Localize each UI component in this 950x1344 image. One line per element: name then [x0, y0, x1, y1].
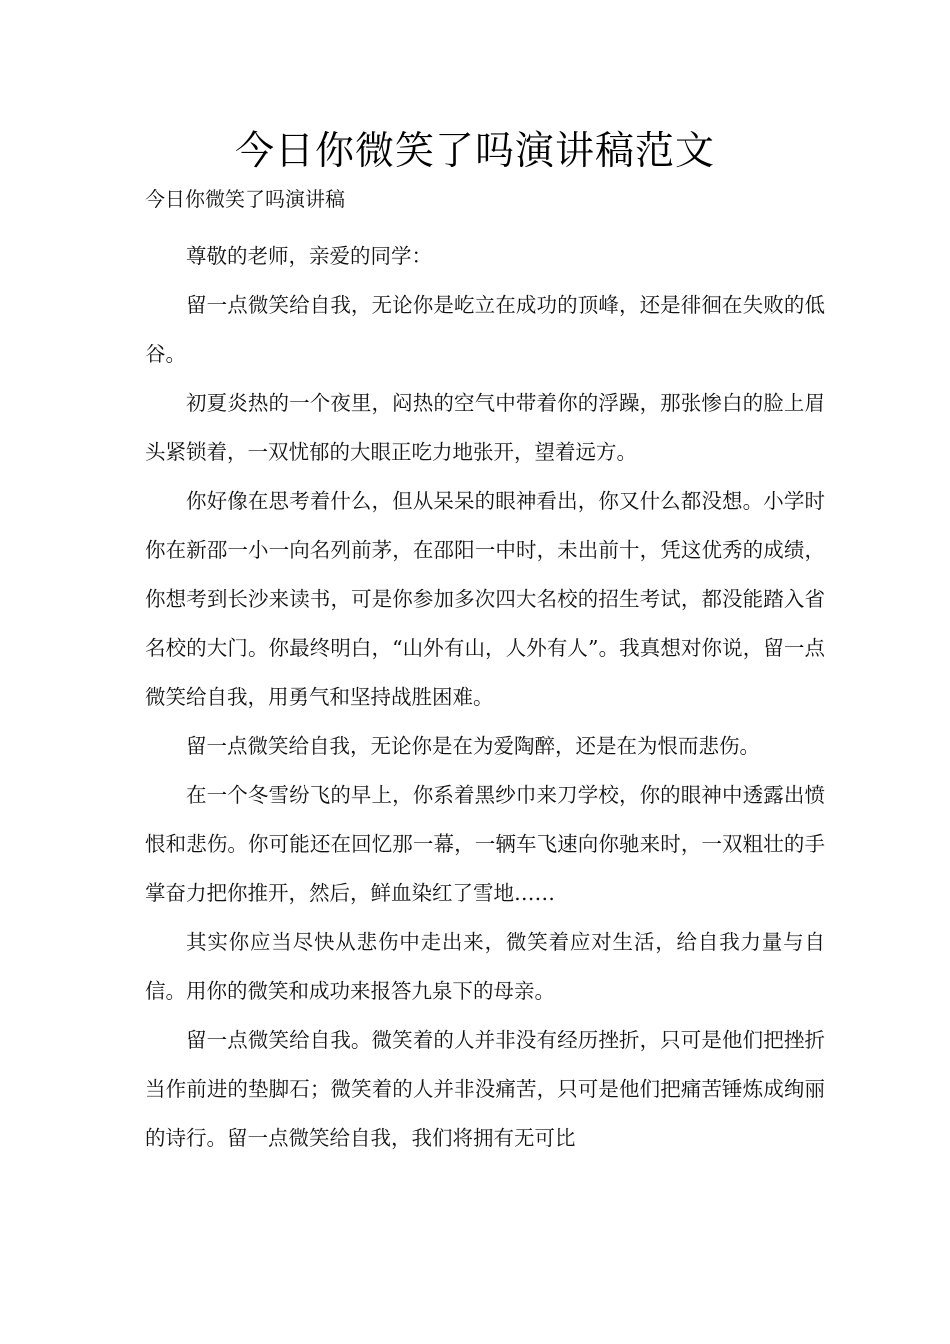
body-paragraph: 初夏炎热的一个夜里，闷热的空气中带着你的浮躁，那张惨白的脸上眉头紧锁着，一双忧郁的大眼正吃力地张开，望着远方。 [145, 391, 825, 464]
salutation-paragraph: 尊敬的老师，亲爱的同学： [186, 244, 432, 268]
body-paragraph: 在一个冬雪纷飞的早上，你系着黑纱巾来刀学校，你的眼神中透露出愤恨和悲伤。你可能还在回忆那一幕，一辆车飞速向你驰来时，一双粗壮的手掌奋力把你推开，然后，鲜血染红了雪地…… [145, 783, 825, 905]
body-paragraph: 留一点微笑给自我，无论你是屹立在成功的顶峰，还是徘徊在失败的低谷。 [145, 293, 825, 366]
body-paragraph: 留一点微笑给自我。微笑着的人并非没有经历挫折，只可是他们把挫折当作前进的垫脚石；微笑着的人并非没痛苦，只可是他们把痛苦锤炼成绚丽的诗行。留一点微笑给自我，我们将拥有无可比 [145, 1028, 825, 1150]
document-body [145, 232, 825, 1163]
document-subtitle: 今日你微笑了吗演讲稿 [145, 187, 345, 211]
body-paragraph: 你好像在思考着什么，但从呆呆的眼神看出，你又什么都没想。小学时你在新邵一小一向名列前茅，在邵阳一中时，未出前十，凭这优秀的成绩，你想考到长沙来读书，可是你参加多次四大名校的招生考试，都没能踏入省名校的大门。你最终明白，“山外有山，人外有人”。我真想对你说，留一点微笑给自我，用勇气和坚持战胜困难。 [145, 489, 825, 709]
body-paragraph: 留一点微笑给自我，无论你是在为爱陶醉，还是在为恨而悲伤。 [186, 734, 760, 758]
body-paragraph: 其实你应当尽快从悲伤中走出来，微笑着应对生活，给自我力量与自信。用你的微笑和成功来报答九泉下的母亲。 [145, 930, 825, 1003]
document-title: 今日你微笑了吗演讲稿范文 [234, 129, 715, 174]
